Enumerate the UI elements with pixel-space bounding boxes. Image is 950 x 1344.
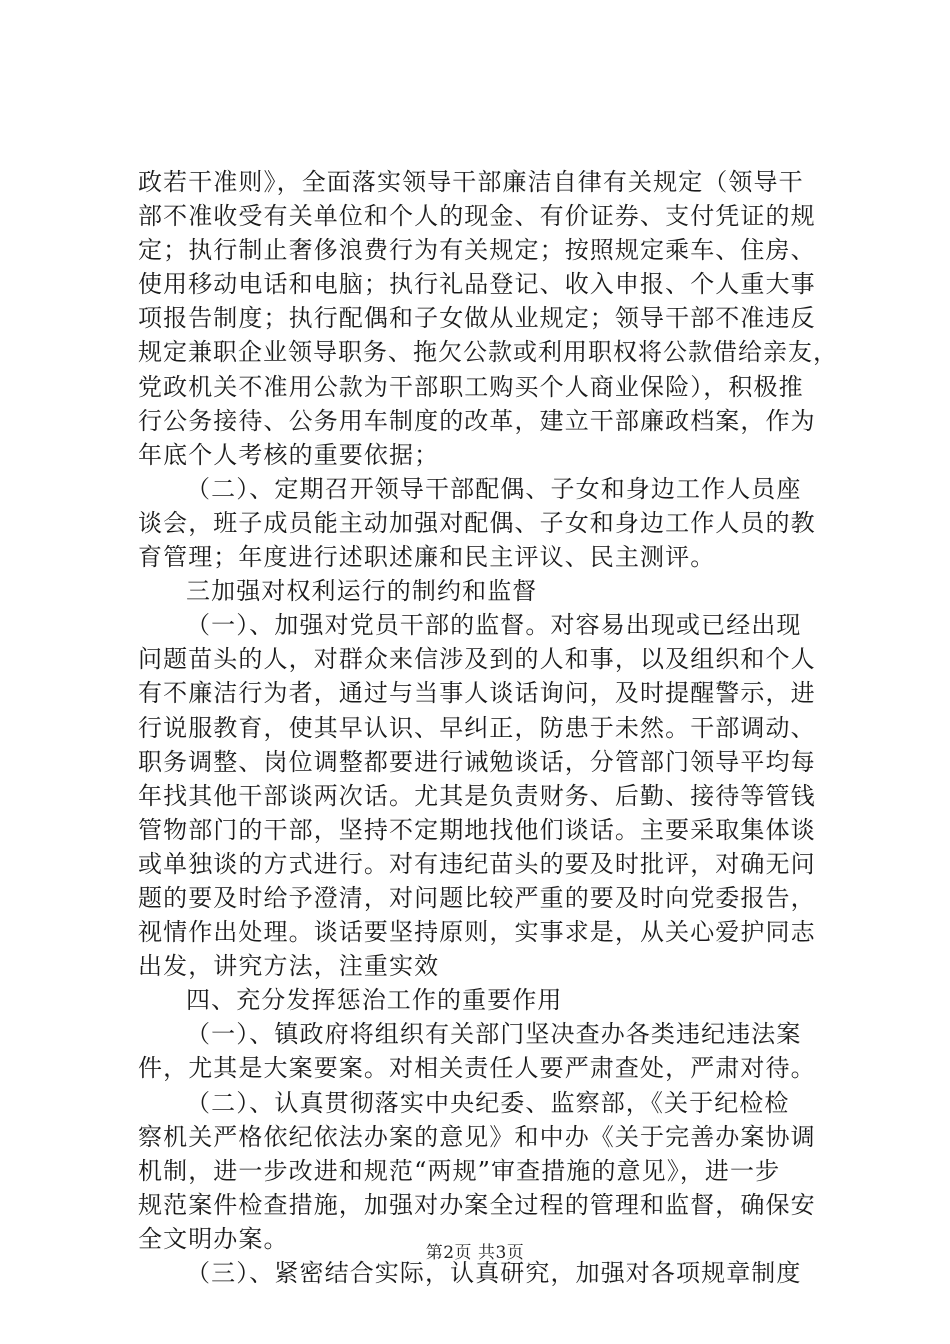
document-body — [138, 165, 838, 1290]
text-line: 部不准收受有关单位和个人的现金、有价证券、支付凭证的规 — [138, 202, 816, 231]
text-line: 管物部门的干部，坚持不定期地找他们谈话。主要采取集体谈 — [138, 815, 816, 844]
text-line: 规定兼职企业领导职务、拖欠公款或利用职权将公款借给亲友， — [138, 338, 838, 367]
paragraph-first-line: （二）、定期召开领导干部配偶、子女和身边工作人员座 — [186, 474, 802, 503]
text-line: 职务调整、岗位调整都要进行诫勉谈话，分管部门领导平均每 — [138, 747, 816, 776]
text-line: 政若干准则》，全面落实领导干部廉洁自律有关规定（领导干 — [138, 168, 804, 196]
paragraph-first-line: 三加强对权利运行的制约和监督 — [186, 577, 538, 606]
page-number-footer: 第2页 共3页 — [425, 1243, 525, 1263]
text-line: 件，尤其是大案要案。对相关责任人要严肃查处，严肃对待。 — [138, 1054, 816, 1083]
text-line: 育管理；年度进行述职述廉和民主评议、民主测评。 — [138, 543, 716, 572]
text-line: 机制，进一步改进和规范“两规”审查措施的意见》，进一步 — [138, 1156, 781, 1185]
paragraph-first-line: 四、充分发挥惩治工作的重要作用 — [186, 986, 563, 1015]
text-line: 项报告制度；执行配偶和子女做从业规定；领导干部不准违反 — [138, 304, 816, 333]
text-line: 题的要及时给予澄清，对问题比较严重的要及时向党委报告， — [138, 883, 816, 912]
paragraph-first-line: （一）、加强对党员干部的监督。对容易出现或已经出现 — [186, 611, 802, 640]
text-line: 全文明办案。 — [138, 1224, 289, 1253]
text-line: 谈会，班子成员能主动加强对配偶、子女和身边工作人员的教 — [138, 508, 816, 537]
text-line: 问题苗头的人，对群众来信涉及到的人和事，以及组织和个人 — [138, 645, 816, 674]
paragraph-first-line: （一）、镇政府将组织有关部门坚决查办各类违纪违法案 — [186, 1020, 802, 1049]
text-line: 或单独谈的方式进行。对有违纪苗头的要及时批评，对确无问 — [138, 849, 816, 878]
text-line: 察机关严格依纪依法办案的意见》和中办《关于完善办案协调 — [138, 1122, 816, 1151]
paragraph-first-line: （二）、认真贯彻落实中央纪委、监察部，《关于纪检检 — [186, 1088, 790, 1117]
text-line: 年底个人考核的重要依据； — [138, 440, 440, 469]
text-line: 行公务接待、公务用车制度的改革，建立干部廉政档案，作为 — [138, 406, 816, 435]
paragraph-first-line: （三）、紧密结合实际，认真研究，加强对各项规章制度 — [186, 1259, 802, 1287]
text-line: 有不廉洁行为者，通过与当事人谈话询问，及时提醒警示，进 — [138, 679, 816, 708]
text-line: 使用移动电话和电脑；执行礼品登记、收入申报、个人重大事 — [138, 270, 816, 299]
text-line: 规范案件检查措施，加强对办案全过程的管理和监督，确保安 — [138, 1190, 816, 1219]
text-line: 定；执行制止奢侈浪费行为有关规定；按照规定乘车、住房、 — [138, 236, 816, 265]
text-line: 年找其他干部谈两次话。尤其是负责财务、后勤、接待等管钱 — [138, 781, 816, 810]
text-line: 行说服教育，使其早认识、早纠正，防患于未然。干部调动、 — [138, 713, 816, 742]
text-line: 党政机关不准用公款为干部职工购买个人商业保险），积极推 — [138, 372, 804, 401]
text-line: 出发，讲究方法，注重实效 — [138, 952, 440, 981]
text-line: 视情作出处理。谈话要坚持原则，实事求是，从关心爱护同志 — [138, 918, 816, 947]
